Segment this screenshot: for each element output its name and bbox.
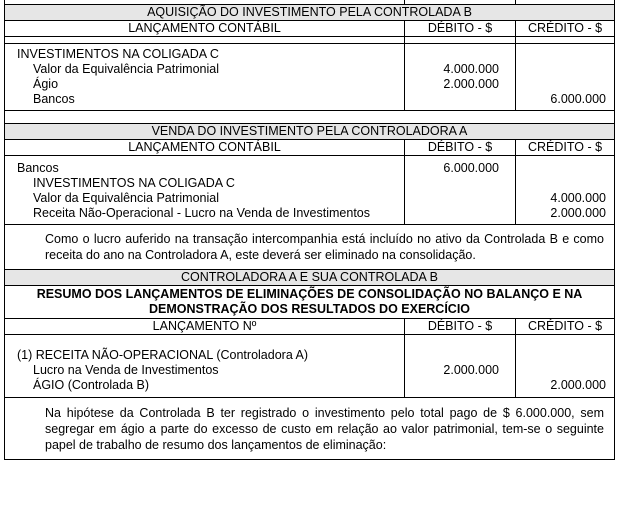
section1-row-credit [520, 77, 606, 92]
section1-row-credit: 6.000.000 [550, 92, 606, 106]
section3-subtitle [5, 286, 615, 319]
section3-row-debit [409, 348, 499, 363]
section3-row-credit [520, 363, 606, 378]
section3-row-debit: 2.000.000 [443, 363, 499, 377]
section3-header-row [5, 319, 615, 335]
section2-header-credit: CRÉDITO - $ [516, 140, 615, 156]
section3-header-entry: LANÇAMENTO Nº [5, 319, 405, 335]
entries-table [4, 0, 615, 460]
section2-row-credit [520, 161, 606, 176]
section2-credits [516, 156, 615, 225]
section2-row-label: Receita Não-Operacional - Lucro na Venda de Investimentos [33, 206, 370, 220]
section2-row-credit: 2.000.000 [550, 206, 606, 220]
section3-header-debit: DÉBITO - $ [405, 319, 516, 335]
section2-title: VENDA DO INVESTIMENTO PELA CONTROLADORA A [5, 124, 615, 140]
section-divider [5, 111, 615, 124]
section1-body [5, 44, 615, 111]
section2-row-label: Bancos [17, 161, 59, 175]
section1-row-debit: 2.000.000 [443, 77, 499, 91]
section2-row-debit [409, 206, 499, 221]
section1-credits [516, 44, 615, 111]
section1-row-credit [520, 62, 606, 77]
section1-labels [5, 44, 405, 111]
section2-row-debit [409, 176, 499, 191]
section2-note-row [5, 225, 615, 270]
section3-note: Na hipótese da Controlada B ter registrado o investimento pelo total pago de $ 6.000.000, sem segregar em ágio a parte do excesso de custo em relação ao valor patrimonial, tem-se o seguinte papel de trabalho de resumo dos lançamentos de eliminação: [5, 398, 615, 460]
section1-header-credit: CRÉDITO - $ [516, 21, 615, 37]
section2-header-row [5, 140, 615, 156]
section1-row-label: Bancos [33, 92, 75, 106]
section1-row-credit [520, 47, 606, 62]
section3-row-credit: 2.000.000 [550, 378, 606, 392]
section2-debits [405, 156, 516, 225]
section2-row-credit [520, 176, 606, 191]
section2-row-credit: 4.000.000 [550, 191, 606, 205]
section3-row-credit [520, 348, 606, 363]
section3-row-label: (1) RECEITA NÃO-OPERACIONAL (Controladora A) [17, 348, 309, 362]
section3-subtitle-row [5, 286, 615, 319]
section1-row-label: Valor da Equivalência Patrimonial [33, 62, 219, 76]
section3-debits [405, 335, 516, 398]
section2-row-label: Valor da Equivalência Patrimonial [33, 191, 219, 205]
section1-header-row [5, 21, 615, 37]
section1-row-label: Ágio [33, 77, 59, 91]
section3-body [5, 335, 615, 398]
section2-row-debit [409, 191, 499, 206]
section2-header-entry: LANÇAMENTO CONTÁBIL [5, 140, 405, 156]
section3-row-debit [409, 378, 499, 393]
section2-body [5, 156, 615, 225]
section2-row-debit: 6.000.000 [443, 161, 499, 175]
section3-title-row [5, 270, 615, 286]
section1-row-debit [409, 92, 499, 107]
section3-subtitle-line2: DEMONSTRAÇÃO DOS RESULTADOS DO EXERCÍCIO [148, 302, 471, 316]
section1-header-debit: DÉBITO - $ [405, 21, 516, 37]
section1-row-label: INVESTIMENTOS NA COLIGADA C [17, 47, 219, 61]
section1-debits [405, 44, 516, 111]
section3-note-row [5, 398, 615, 460]
section3-row-label: Lucro na Venda de Investimentos [33, 363, 219, 377]
section3-labels [5, 335, 405, 398]
section1-title: AQUISIÇÃO DO INVESTIMENTO PELA CONTROLADA B [5, 5, 615, 21]
section1-row-debit [409, 47, 499, 62]
section2-header-debit: DÉBITO - $ [405, 140, 516, 156]
section3-header-credit: CRÉDITO - $ [516, 319, 615, 335]
section3-subtitle-line1: RESUMO DOS LANÇAMENTOS DE ELIMINAÇÕES DE CONSOLIDAÇÃO NO BALANÇO E NA [36, 287, 583, 301]
section2-title-row [5, 124, 615, 140]
section3-credits [516, 335, 615, 398]
section3-row-label: ÁGIO (Controlada B) [33, 378, 150, 392]
section1-spacer [5, 37, 615, 44]
section1-title-row [5, 5, 615, 21]
section1-row-debit: 4.000.000 [443, 62, 499, 76]
section2-row-label: INVESTIMENTOS NA COLIGADA C [33, 176, 235, 190]
section1-header-entry: LANÇAMENTO CONTÁBIL [5, 21, 405, 37]
section2-note: Como o lucro auferido na transação intercompanhia está incluído no ativo da Controlada B e como receita do ano na Controladora A, este deverá ser eliminado na consolidação. [5, 225, 615, 270]
section3-title: CONTROLADORA A E SUA CONTROLADA B [5, 270, 615, 286]
consolidation-document [4, 0, 614, 460]
section2-labels [5, 156, 405, 225]
